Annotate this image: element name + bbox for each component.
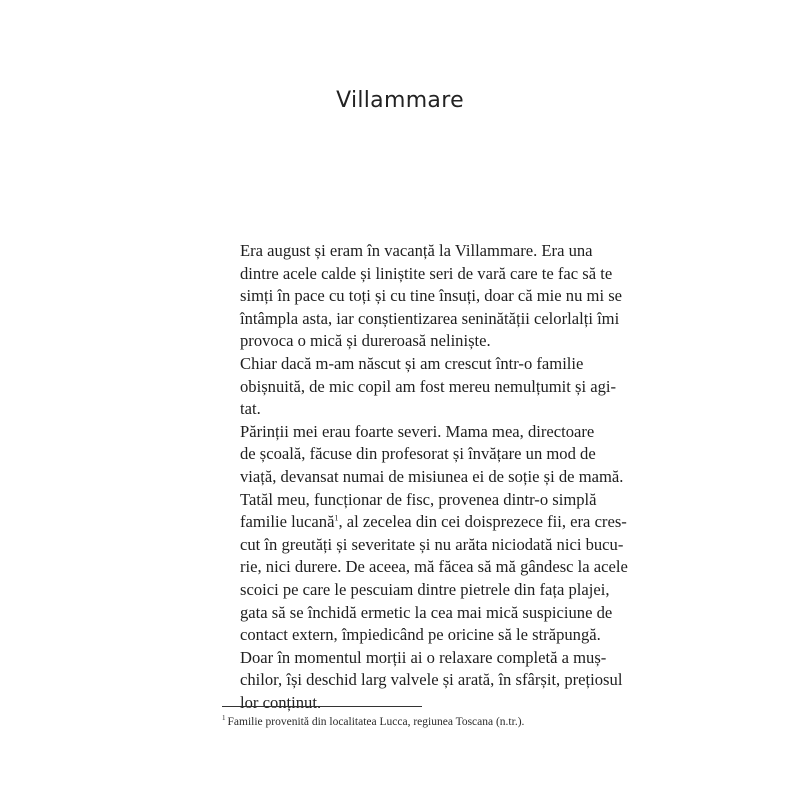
- paragraph-3: [222, 421, 624, 489]
- text-line: tat.: [240, 399, 261, 419]
- text-line-with-footnote: [222, 511, 627, 534]
- footnote-divider: [222, 706, 422, 707]
- text-line: de școală, făcuse din profesorat și învățare un mod de: [240, 444, 596, 464]
- text-line: scoici pe care le pescuiam dintre pietrele din fața plajei,: [240, 579, 610, 599]
- text-line: întâmpla asta, iar conștientizarea seninătății celorlalți îmi: [240, 308, 620, 328]
- text-fragment: familie lucană: [240, 512, 335, 532]
- text-line: Părinții mei erau foarte severi. Mama mea, directoare: [240, 421, 595, 441]
- text-line: Era august și eram în vacanță la Villammare. Era una: [240, 241, 593, 260]
- text-line: Chiar dacă m-am născut și am crescut într-o familie: [240, 353, 584, 373]
- text-fragment: , al zecelea din cei doisprezece fii, era cres-: [338, 512, 627, 532]
- text-line: obișnuită, de mic copil am fost mereu nemulțumit și agi-: [240, 376, 617, 396]
- text-line: lor conținut.: [240, 692, 322, 712]
- text-line: contact extern, împiedicând pe oricine să le străpungă.: [240, 625, 601, 645]
- text-line: dintre acele calde și liniștite seri de vară care te fac să te: [240, 263, 613, 283]
- text-line: Doar în momentul morții ai o relaxare completă a muș-: [240, 647, 607, 667]
- text-line: Tatăl meu, funcționar de fisc, provenea dintr-o simplă: [240, 489, 597, 509]
- text-line: viață, devansat numai de misiunea ei de soție și de mamă.: [240, 466, 624, 486]
- paragraph-4: [222, 489, 628, 715]
- footnote-text: Familie provenită din localitatea Lucca, regiunea Toscana (n.tr.).: [227, 716, 525, 728]
- text-line: gata să se închidă ermetic la cea mai mică suspiciune de: [240, 602, 613, 622]
- footnote: [222, 716, 582, 728]
- text-line: chilor, își deschid larg valvele și arată, în sfârșit, prețiosul: [240, 670, 623, 690]
- text-line: rie, nici durere. De aceea, mă făcea să mă gândesc la acele: [240, 557, 628, 577]
- text-line: simți în pace cu toți și cu tine însuți, doar că mie nu mi se: [240, 286, 623, 306]
- text-line: cut în greutăți și severitate și nu arăta niciodată nici bucu-: [240, 534, 624, 554]
- footnote-reference: 1: [334, 513, 339, 523]
- paragraph-1: [222, 240, 623, 353]
- text-line: provoca o mică și dureroasă neliniște.: [240, 331, 491, 351]
- chapter-body: [222, 240, 628, 714]
- footnote-marker: 1: [222, 714, 226, 723]
- chapter-title: Villammare: [336, 88, 464, 113]
- paragraph-2: [222, 353, 617, 421]
